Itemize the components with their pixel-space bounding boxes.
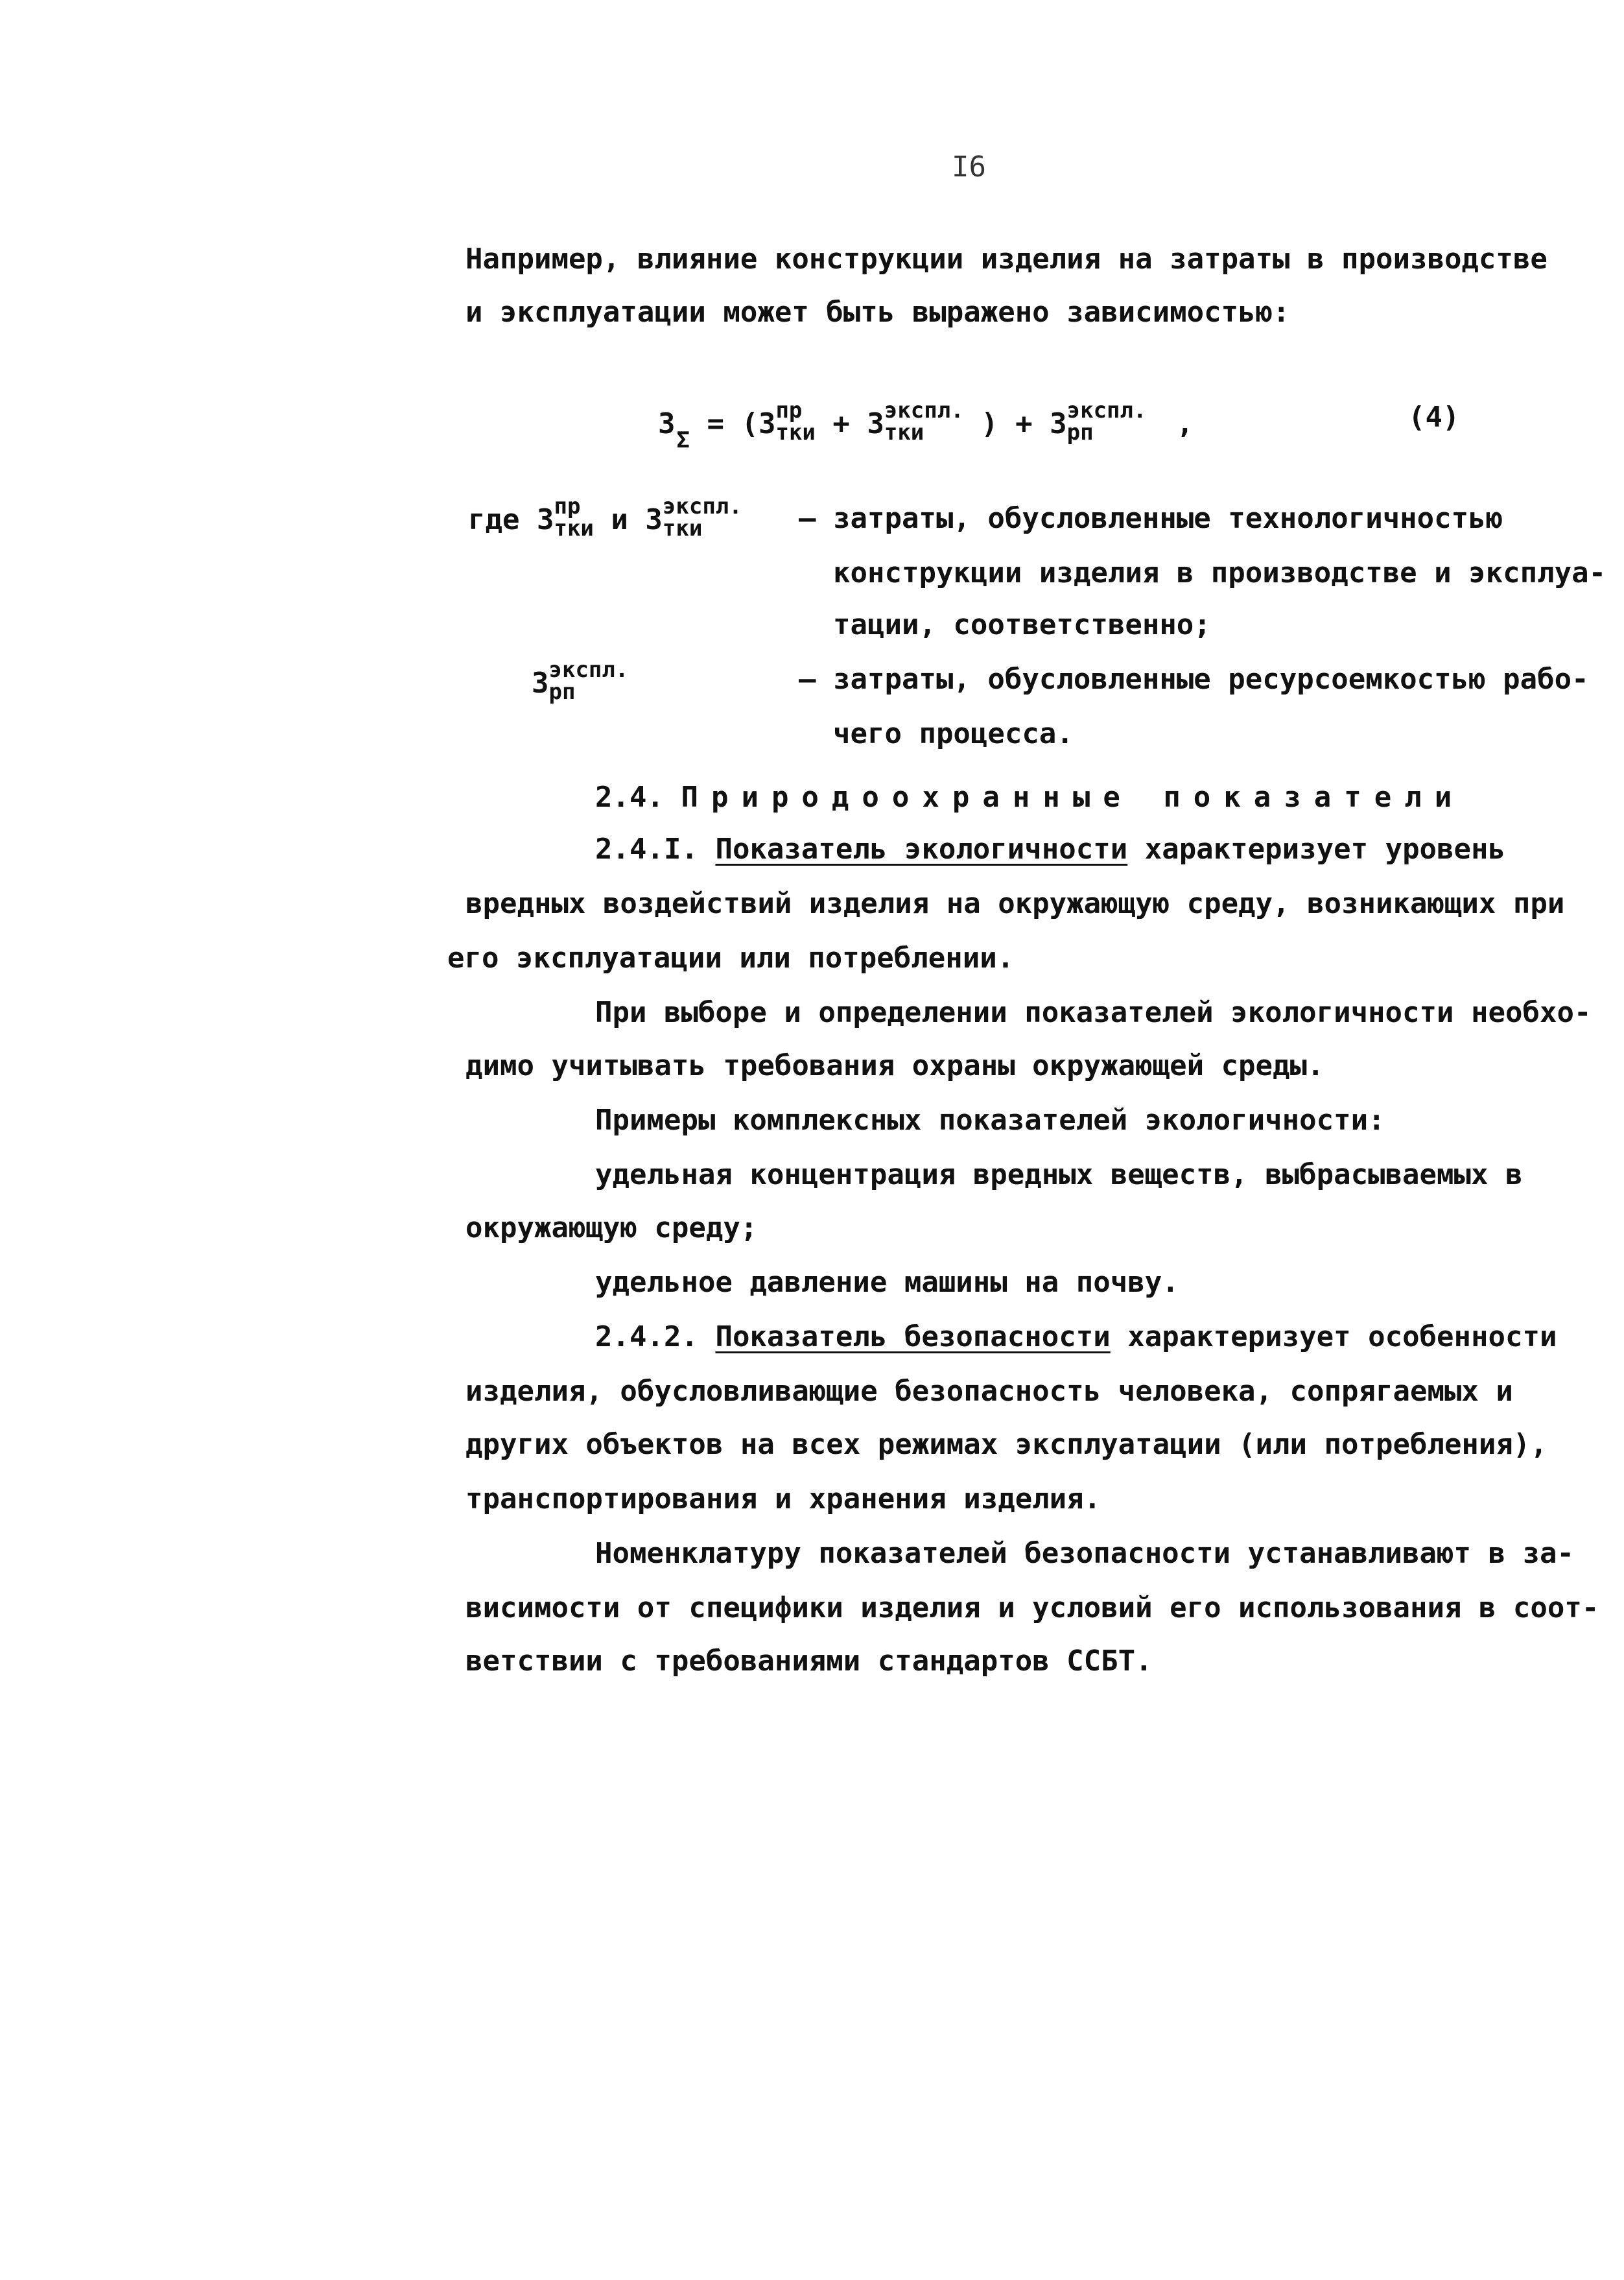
formula-number: (4)	[1408, 401, 1460, 434]
page-number: I6	[952, 150, 986, 184]
p241-term: Показатель экологичности	[715, 833, 1128, 866]
example-1-line-1: удельная концентрация вредных веществ, выбрасываемых в	[595, 1158, 1523, 1191]
example-1-line-2: окружающую среду;	[465, 1211, 758, 1244]
definition-1-line-1: затраты, обусловленные технологичностью	[833, 502, 1503, 535]
examples-heading: Примеры комплексных показателей экологичности:	[595, 1104, 1385, 1137]
section-title: Природоохранные показатели	[681, 781, 1465, 814]
definition-2-dash: –	[799, 663, 816, 696]
definition-2-symbol: З экспл. рп	[532, 657, 629, 705]
p242-line-3: других объектов на всех режимах эксплуатации (или потребления),	[465, 1428, 1548, 1461]
p241-line-2: вредных воздействий изделия на окружающую среду, возникающих при	[465, 887, 1565, 920]
p241-line-1: 2.4.I. Показатель экологичности характеризует уровень	[595, 833, 1506, 866]
formula-4: $З_\Sigma = (З$ пр тки + З экспл. тки ) + З экспл. рп ,	[658, 398, 1194, 453]
example-2: удельное давление машины на почву.	[595, 1266, 1179, 1299]
select-line-1: При выборе и определении показателей экологичности необхо-	[595, 996, 1592, 1029]
intro-line-2: и эксплуатации может быть выражено зависимостью:	[465, 296, 1290, 329]
nomen-line-1: Номенклатуру показателей безопасности устанавливают в за-	[595, 1537, 1574, 1570]
p241-line-3: его эксплуатации или потреблении.	[447, 942, 1015, 975]
definition-2-line-1: затраты, обусловленные ресурсоемкостью рабо-	[833, 663, 1589, 696]
p242-line-1: 2.4.2. Показатель безопасности характеризует особенности	[595, 1320, 1557, 1353]
intro-line-1: Например, влияние конструкции изделия на затраты в производстве	[465, 243, 1548, 276]
nomen-line-3: ветствии с требованиями стандартов ССБТ.	[465, 1645, 1153, 1678]
p242-term: Показатель безопасности	[715, 1320, 1111, 1353]
section-number: 2.4.	[595, 781, 664, 814]
definition-1-dash: –	[799, 502, 816, 535]
definition-1-line-2: конструкции изделия в производстве и эксплуа-	[833, 556, 1606, 589]
definition-1-line-3: тации, соответственно;	[833, 608, 1211, 641]
definition-2-line-2: чего процесса.	[833, 717, 1074, 750]
nomen-line-2: висимости от специфики изделия и условий его использования в соот-	[465, 1591, 1599, 1624]
p242-line-2: изделия, обусловливающие безопасность человека, сопрягаемых и	[465, 1375, 1513, 1408]
section-heading	[595, 783, 1465, 812]
select-line-2: димо учитывать требования охраны окружающей среды.	[465, 1049, 1324, 1082]
p242-line-4: транспортирования и хранения изделия.	[465, 1482, 1101, 1515]
definition-1-symbols: где З пр тки и З экспл. тки	[468, 493, 742, 541]
